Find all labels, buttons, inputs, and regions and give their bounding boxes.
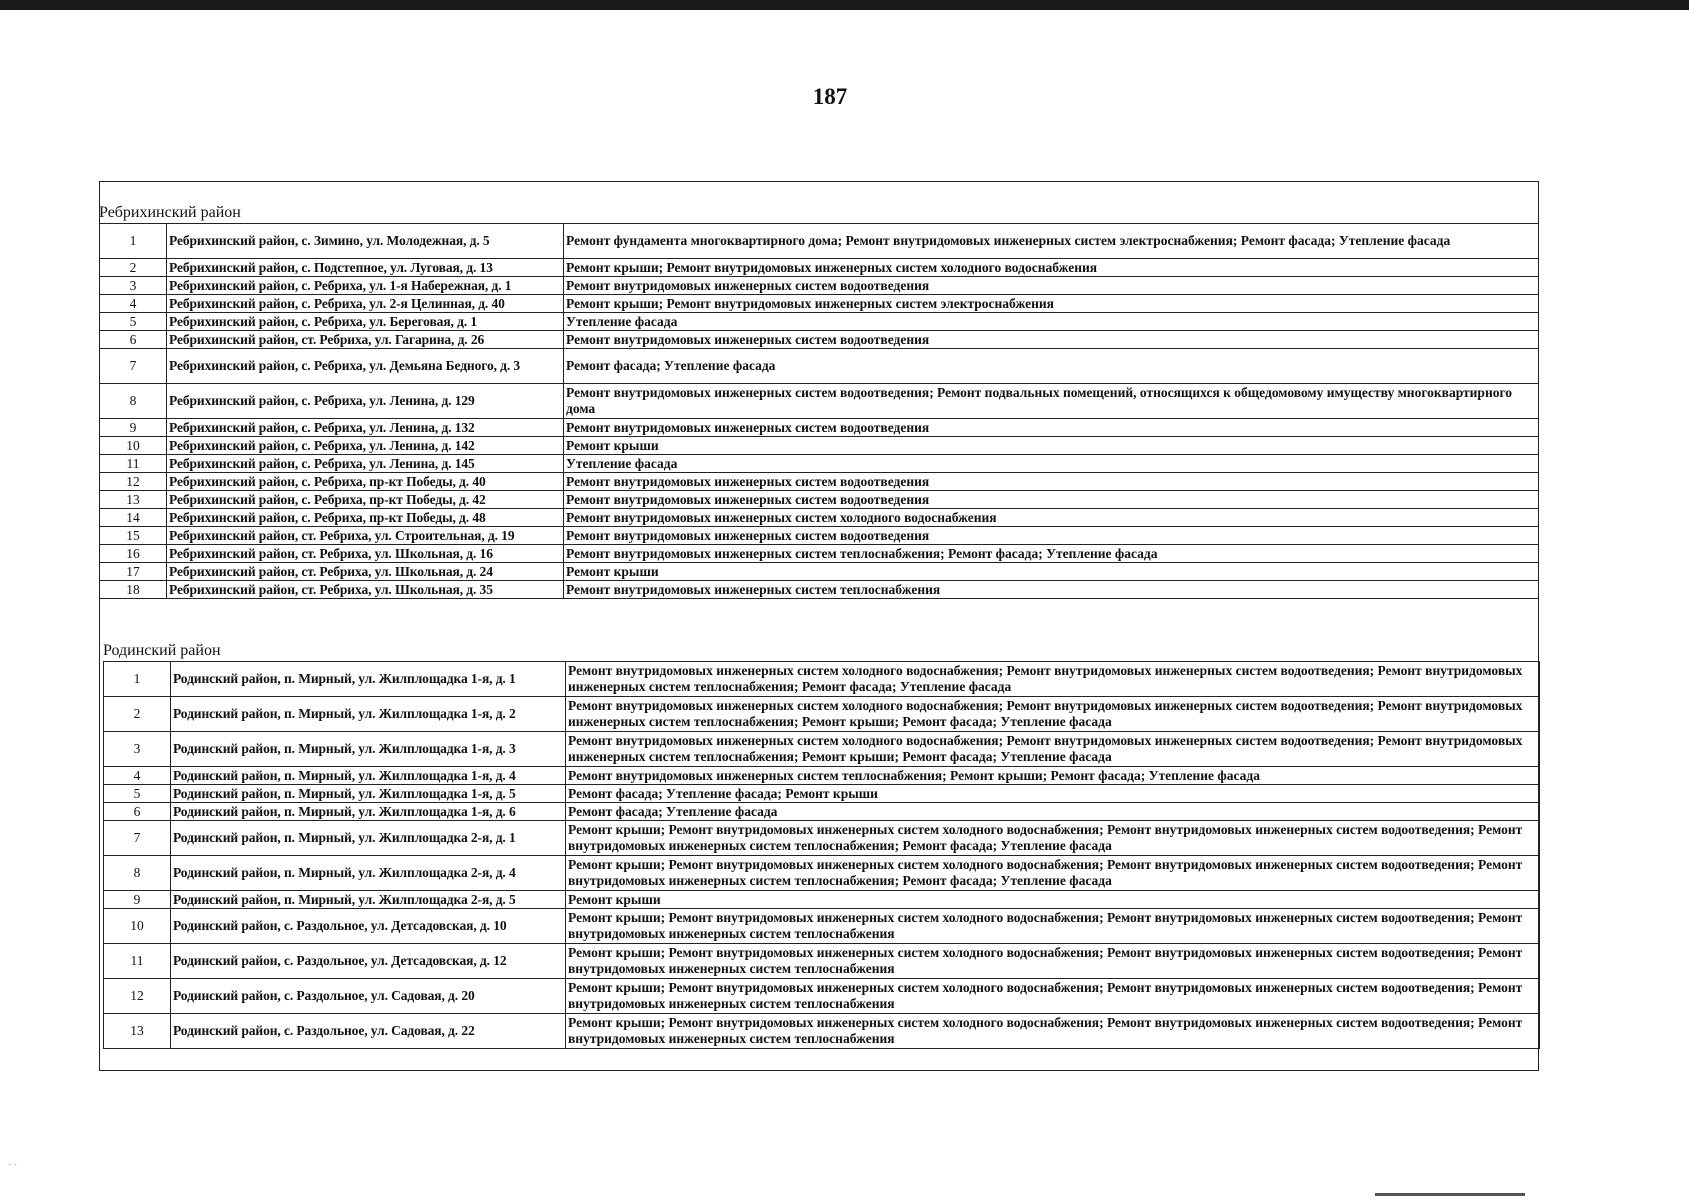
row-address: Ребрихинский район, ст. Ребриха, ул. Школьная, д. 24 (167, 563, 564, 581)
row-works: Ремонт фасада; Утепление фасада (564, 349, 1539, 384)
row-number: 12 (104, 979, 171, 1014)
row-works: Ремонт крыши; Ремонт внутридомовых инженерных систем холодного водоснабжения (564, 259, 1539, 277)
row-works: Ремонт внутридомовых инженерных систем теплоснабжения; Ремонт крыши; Ремонт фасада; Утепление фасада (566, 767, 1540, 785)
row-address: Родинский район, п. Мирный, ул. Жилплощадка 1-я, д. 3 (171, 732, 566, 767)
table-row (100, 581, 1539, 599)
row-address: Родинский район, п. Мирный, ул. Жилплощадка 1-я, д. 4 (171, 767, 566, 785)
table-row (104, 944, 1540, 979)
table-row (100, 259, 1539, 277)
table-row (104, 767, 1540, 785)
row-number: 8 (104, 856, 171, 891)
row-works: Ремонт крыши; Ремонт внутридомовых инженерных систем холодного водоснабжения; Ремонт внутридомовых инженерных систем водоотведения; Ремонт внутридомовых инженерных систем теплоснабжения; Ремонт фасада; Утепление фасада (566, 821, 1540, 856)
row-number: 13 (104, 1014, 171, 1049)
row-address: Ребрихинский район, с. Зимино, ул. Молодежная, д. 5 (167, 224, 564, 259)
row-works: Ремонт внутридомовых инженерных систем холодного водоснабжения; Ремонт внутридомовых инженерных систем водоотведения; Ремонт внутридомовых инженерных систем теплоснабжения; Ремонт крыши; Ремонт фасада; Утепление фасада (566, 697, 1540, 732)
row-address: Ребрихинский район, с. Ребриха, ул. Ленина, д. 129 (167, 384, 564, 419)
works-table (103, 661, 1540, 1049)
row-address: Ребрихинский район, с. Ребриха, ул. Ленина, д. 145 (167, 455, 564, 473)
works-table (99, 223, 1539, 599)
row-number: 6 (104, 803, 171, 821)
row-address: Ребрихинский район, ст. Ребриха, ул. Школьная, д. 35 (167, 581, 564, 599)
row-number: 9 (100, 419, 167, 437)
row-address: Ребрихинский район, с. Ребриха, пр-кт Победы, д. 42 (167, 491, 564, 509)
row-works: Ремонт внутридомовых инженерных систем водоотведения; Ремонт подвальных помещений, относящихся к общедомовому имуществу многоквартирного дома (564, 384, 1539, 419)
row-works: Утепление фасада (564, 455, 1539, 473)
row-address: Родинский район, п. Мирный, ул. Жилплощадка 1-я, д. 5 (171, 785, 566, 803)
table-row (100, 349, 1539, 384)
row-address: Родинский район, с. Раздольное, ул. Детсадовская, д. 10 (171, 909, 566, 944)
row-works: Ремонт крыши; Ремонт внутридомовых инженерных систем холодного водоснабжения; Ремонт внутридомовых инженерных систем водоотведения; Ремонт внутридомовых инженерных систем теплоснабжения (566, 909, 1540, 944)
row-works: Ремонт крыши; Ремонт внутридомовых инженерных систем холодного водоснабжения; Ремонт внутридомовых инженерных систем водоотведения; Ремонт внутридомовых инженерных систем теплоснабжения (566, 979, 1540, 1014)
table-row (104, 732, 1540, 767)
table-row (100, 295, 1539, 313)
scan-top-border (0, 0, 1689, 10)
table-row (104, 821, 1540, 856)
row-address: Родинский район, п. Мирный, ул. Жилплощадка 1-я, д. 6 (171, 803, 566, 821)
row-address: Родинский район, с. Раздольное, ул. Садовая, д. 20 (171, 979, 566, 1014)
table-row (100, 473, 1539, 491)
row-number: 16 (100, 545, 167, 563)
table-row (100, 384, 1539, 419)
row-number: 4 (104, 767, 171, 785)
row-number: 1 (100, 224, 167, 259)
row-address: Ребрихинский район, ст. Ребриха, ул. Строительная, д. 19 (167, 527, 564, 545)
row-address: Родинский район, с. Раздольное, ул. Садовая, д. 22 (171, 1014, 566, 1049)
row-number: 5 (100, 313, 167, 331)
section-title: Ребрихинский район (99, 204, 241, 221)
table-row (104, 803, 1540, 821)
row-works: Ремонт внутридомовых инженерных систем холодного водоснабжения; Ремонт внутридомовых инженерных систем водоотведения; Ремонт внутридомовых инженерных систем теплоснабжения; Ремонт фасада; Утепление фасада (566, 662, 1540, 697)
row-works: Утепление фасада (564, 313, 1539, 331)
table-row (104, 891, 1540, 909)
row-address: Ребрихинский район, с. Ребриха, ул. Демьяна Бедного, д. 3 (167, 349, 564, 384)
row-number: 5 (104, 785, 171, 803)
row-number: 6 (100, 331, 167, 349)
page-number: 187 (812, 84, 848, 109)
section-rebrikha (99, 203, 1539, 599)
row-works: Ремонт внутридомовых инженерных систем холодного водоснабжения (564, 509, 1539, 527)
row-works: Ремонт крыши; Ремонт внутридомовых инженерных систем холодного водоснабжения; Ремонт внутридомовых инженерных систем водоотведения; Ремонт внутридомовых инженерных систем теплоснабжения (566, 944, 1540, 979)
row-number: 18 (100, 581, 167, 599)
row-number: 17 (100, 563, 167, 581)
row-number: 3 (100, 277, 167, 295)
table-row (104, 909, 1540, 944)
row-number: 8 (100, 384, 167, 419)
row-works: Ремонт внутридомовых инженерных систем теплоснабжения (564, 581, 1539, 599)
row-address: Родинский район, п. Мирный, ул. Жилплощадка 2-я, д. 5 (171, 891, 566, 909)
table-row (100, 455, 1539, 473)
row-address: Ребрихинский район, ст. Ребриха, ул. Гагарина, д. 26 (167, 331, 564, 349)
row-works: Ремонт крыши; Ремонт внутридомовых инженерных систем холодного водоснабжения; Ремонт внутридомовых инженерных систем водоотведения; Ремонт внутридомовых инженерных систем теплоснабжения; Ремонт фасада; Утепление фасада (566, 856, 1540, 891)
row-number: 13 (100, 491, 167, 509)
row-works: Ремонт внутридомовых инженерных систем водоотведения (564, 491, 1539, 509)
table-row (104, 856, 1540, 891)
row-address: Ребрихинский район, с. Подстепное, ул. Луговая, д. 13 (167, 259, 564, 277)
row-number: 10 (100, 437, 167, 455)
row-number: 15 (100, 527, 167, 545)
table-row (104, 979, 1540, 1014)
row-works: Ремонт крыши (564, 437, 1539, 455)
row-address: Ребрихинский район, с. Ребриха, ул. Береговая, д. 1 (167, 313, 564, 331)
table-row (100, 437, 1539, 455)
table-row (104, 785, 1540, 803)
table-row (100, 224, 1539, 259)
row-address: Ребрихинский район, ст. Ребриха, ул. Школьная, д. 16 (167, 545, 564, 563)
row-address: Родинский район, п. Мирный, ул. Жилплощадка 2-я, д. 1 (171, 821, 566, 856)
row-address: Ребрихинский район, с. Ребриха, ул. Ленина, д. 132 (167, 419, 564, 437)
row-address: Ребрихинский район, с. Ребриха, пр-кт Победы, д. 40 (167, 473, 564, 491)
row-number: 7 (104, 821, 171, 856)
table-row (104, 697, 1540, 732)
section-rodino (103, 641, 1540, 1049)
table-row (100, 491, 1539, 509)
row-works: Ремонт внутридомовых инженерных систем водоотведения (564, 277, 1539, 295)
row-address: Родинский район, п. Мирный, ул. Жилплощадка 1-я, д. 2 (171, 697, 566, 732)
row-number: 11 (104, 944, 171, 979)
row-address: Ребрихинский район, с. Ребриха, ул. Ленина, д. 142 (167, 437, 564, 455)
row-address: Ребрихинский район, с. Ребриха, ул. 1-я Набережная, д. 1 (167, 277, 564, 295)
table-row (104, 662, 1540, 697)
table-row (100, 419, 1539, 437)
row-number: 7 (100, 349, 167, 384)
row-number: 14 (100, 509, 167, 527)
row-works: Ремонт крыши; Ремонт внутридомовых инженерных систем электроснабжения (564, 295, 1539, 313)
section-title: Родинский район (103, 642, 221, 659)
row-works: Ремонт внутридомовых инженерных систем водоотведения (564, 473, 1539, 491)
table-row (100, 527, 1539, 545)
row-address: Ребрихинский район, с. Ребриха, ул. 2-я Целинная, д. 40 (167, 295, 564, 313)
row-works: Ремонт внутридомовых инженерных систем водоотведения (564, 331, 1539, 349)
table-row (100, 331, 1539, 349)
row-number: 3 (104, 732, 171, 767)
scan-noise: · · (8, 1160, 18, 1171)
row-number: 11 (100, 455, 167, 473)
row-works: Ремонт крыши (564, 563, 1539, 581)
row-number: 2 (104, 697, 171, 732)
row-number: 10 (104, 909, 171, 944)
row-works: Ремонт внутридомовых инженерных систем водоотведения (564, 419, 1539, 437)
row-number: 1 (104, 662, 171, 697)
table-row (100, 313, 1539, 331)
row-number: 4 (100, 295, 167, 313)
table-row (104, 1014, 1540, 1049)
row-works: Ремонт внутридомовых инженерных систем водоотведения (564, 527, 1539, 545)
row-works: Ремонт внутридомовых инженерных систем холодного водоснабжения; Ремонт внутридомовых инженерных систем водоотведения; Ремонт внутридомовых инженерных систем теплоснабжения; Ремонт крыши; Ремонт фасада; Утепление фасада (566, 732, 1540, 767)
table-row (100, 545, 1539, 563)
row-works: Ремонт крыши; Ремонт внутридомовых инженерных систем холодного водоснабжения; Ремонт внутридомовых инженерных систем водоотведения; Ремонт внутридомовых инженерных систем теплоснабжения (566, 1014, 1540, 1049)
row-works: Ремонт крыши (566, 891, 1540, 909)
table-row (100, 277, 1539, 295)
row-works: Ремонт внутридомовых инженерных систем теплоснабжения; Ремонт фасада; Утепление фасада (564, 545, 1539, 563)
row-number: 2 (100, 259, 167, 277)
row-number: 9 (104, 891, 171, 909)
row-works: Ремонт фасада; Утепление фасада (566, 803, 1540, 821)
row-address: Родинский район, п. Мирный, ул. Жилплощадка 1-я, д. 1 (171, 662, 566, 697)
scan-edge-mark (1375, 1193, 1525, 1196)
row-number: 12 (100, 473, 167, 491)
row-works: Ремонт фундамента многоквартирного дома; Ремонт внутридомовых инженерных систем электроснабжения; Ремонт фасада; Утепление фасада (564, 224, 1539, 259)
table-row (100, 563, 1539, 581)
table-row (100, 509, 1539, 527)
row-address: Родинский район, п. Мирный, ул. Жилплощадка 2-я, д. 4 (171, 856, 566, 891)
row-address: Родинский район, с. Раздольное, ул. Детсадовская, д. 12 (171, 944, 566, 979)
row-address: Ребрихинский район, с. Ребриха, пр-кт Победы, д. 48 (167, 509, 564, 527)
row-works: Ремонт фасада; Утепление фасада; Ремонт крыши (566, 785, 1540, 803)
